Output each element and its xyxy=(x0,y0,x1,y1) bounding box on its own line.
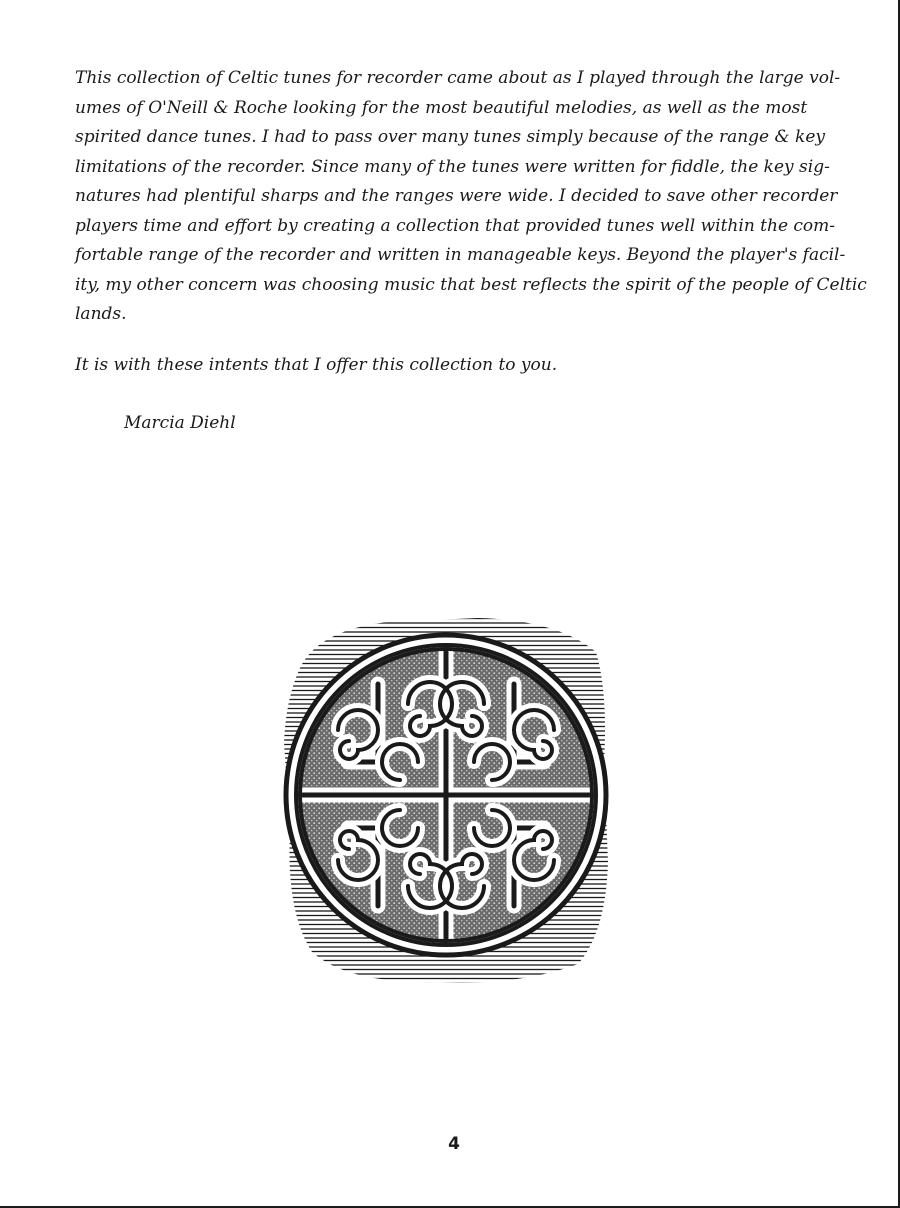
page-number: 4 xyxy=(448,1134,460,1154)
intro-line: fortable range of the recorder and written in manageable keys. Beyond the player's facil- xyxy=(75,245,846,265)
intro-line: ity, my other concern was choosing music that best reflects the spirit of the people of Celtic xyxy=(75,274,867,295)
author-signature: Marcia Diehl xyxy=(124,413,236,433)
offer-sentence: It is with these intents that I offer this collection to you. xyxy=(75,355,558,375)
intro-line: This collection of Celtic tunes for recorder came about as I played through the large vol- xyxy=(75,68,841,88)
intro-line: umes of O'Neill & Roche looking for the most beautiful melodies, as well as the most xyxy=(75,97,808,118)
intro-line: spirited dance tunes. I had to pass over many tunes simply because of the range & key xyxy=(75,127,826,147)
intro-line: natures had plentiful sharps and the ranges were wide. I decided to save other recorder xyxy=(75,186,838,206)
intro-line: lands. xyxy=(75,304,127,324)
intro-paragraph xyxy=(75,64,867,330)
celtic-knot-emblem-icon xyxy=(278,612,614,986)
intro-line: players time and effort by creating a collection that provided tunes well within the com- xyxy=(75,215,836,236)
intro-line: limitations of the recorder. Since many of the tunes were written for fiddle, the key sig- xyxy=(75,156,830,177)
